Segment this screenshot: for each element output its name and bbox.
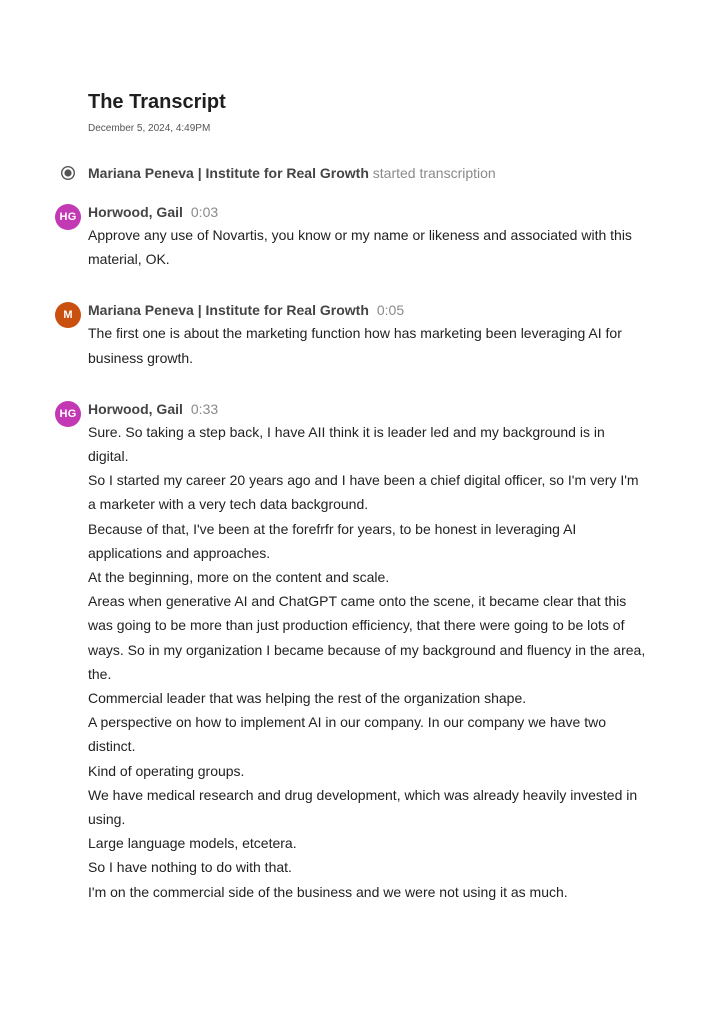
utterance-paragraph: So I started my career 20 years ago and I have been a chief digital officer, so I'm very I'm a marketer with a very tech data background. <box>88 472 639 513</box>
utterance-paragraph: Commercial leader that was helping the rest of the organization shape. <box>88 690 527 707</box>
page-title: The Transcript <box>88 91 226 113</box>
utterance-paragraph: Approve any use of Novartis, you know or my name or likeness and associated with this material, OK. <box>88 227 632 268</box>
transcript-page <box>59 88 648 904</box>
utterance-text <box>88 223 648 271</box>
speaker-line <box>88 300 648 320</box>
utterance-text <box>88 321 648 369</box>
timestamp: 0:33 <box>190 400 219 417</box>
utterance-paragraph: Because of that, I've been at the forefrfr for years, to be honest in leveraging AI applications and approaches. <box>88 520 577 561</box>
utterance-text <box>88 420 648 904</box>
transcription-started-event <box>88 163 648 183</box>
transcript-entry <box>63 300 648 369</box>
avatar: HG <box>55 204 81 230</box>
utterance-paragraph: Areas when generative AI and ChatGPT came onto the scene, it became clear that this was going to be more than just production efficiency, that there were going to be lots of ways. So in my organization I became because of my background and fluency in the area, the. <box>88 593 646 682</box>
utterance-paragraph: Kind of operating groups. <box>88 762 245 779</box>
speaker-name: Mariana Peneva | Institute for Real Growth <box>88 302 369 319</box>
utterance-paragraph: The first one is about the marketing function how has marketing been leveraging AI for business growth. <box>88 325 622 366</box>
utterance-paragraph: So I have nothing to do with that. <box>88 859 292 876</box>
utterance-paragraph: At the beginning, more on the content and scale. <box>88 569 390 586</box>
utterance-paragraph: I'm on the commercial side of the business and we were not using it as much. <box>88 883 568 900</box>
timestamp: 0:03 <box>190 204 219 220</box>
speaker-line <box>88 202 648 222</box>
utterance-paragraph: Sure. So taking a step back, I have AII think it is leader led and my background is in digital. <box>88 423 605 465</box>
speaker-line <box>88 399 648 419</box>
event-action-text: started transcription <box>372 165 496 181</box>
event-participant-name: Mariana Peneva | Institute for Real Growth <box>88 165 369 181</box>
record-icon <box>60 165 76 181</box>
utterance-paragraph: We have medical research and drug development, which was already heavily invested in using. <box>88 786 638 828</box>
avatar: M <box>55 302 81 328</box>
speaker-name: Horwood, Gail <box>88 204 183 220</box>
transcript-date: December 5, 2024, 4:49PM <box>88 123 211 134</box>
timestamp: 0:05 <box>376 302 405 319</box>
transcript-entry <box>59 202 648 271</box>
speaker-name: Horwood, Gail <box>88 400 183 417</box>
transcript-entry <box>59 399 648 904</box>
avatar: HG <box>55 401 81 427</box>
utterance-paragraph: A perspective on how to implement AI in our company. In our company we have two distinct. <box>88 714 607 755</box>
utterance-paragraph: Large language models, etcetera. <box>88 835 297 852</box>
